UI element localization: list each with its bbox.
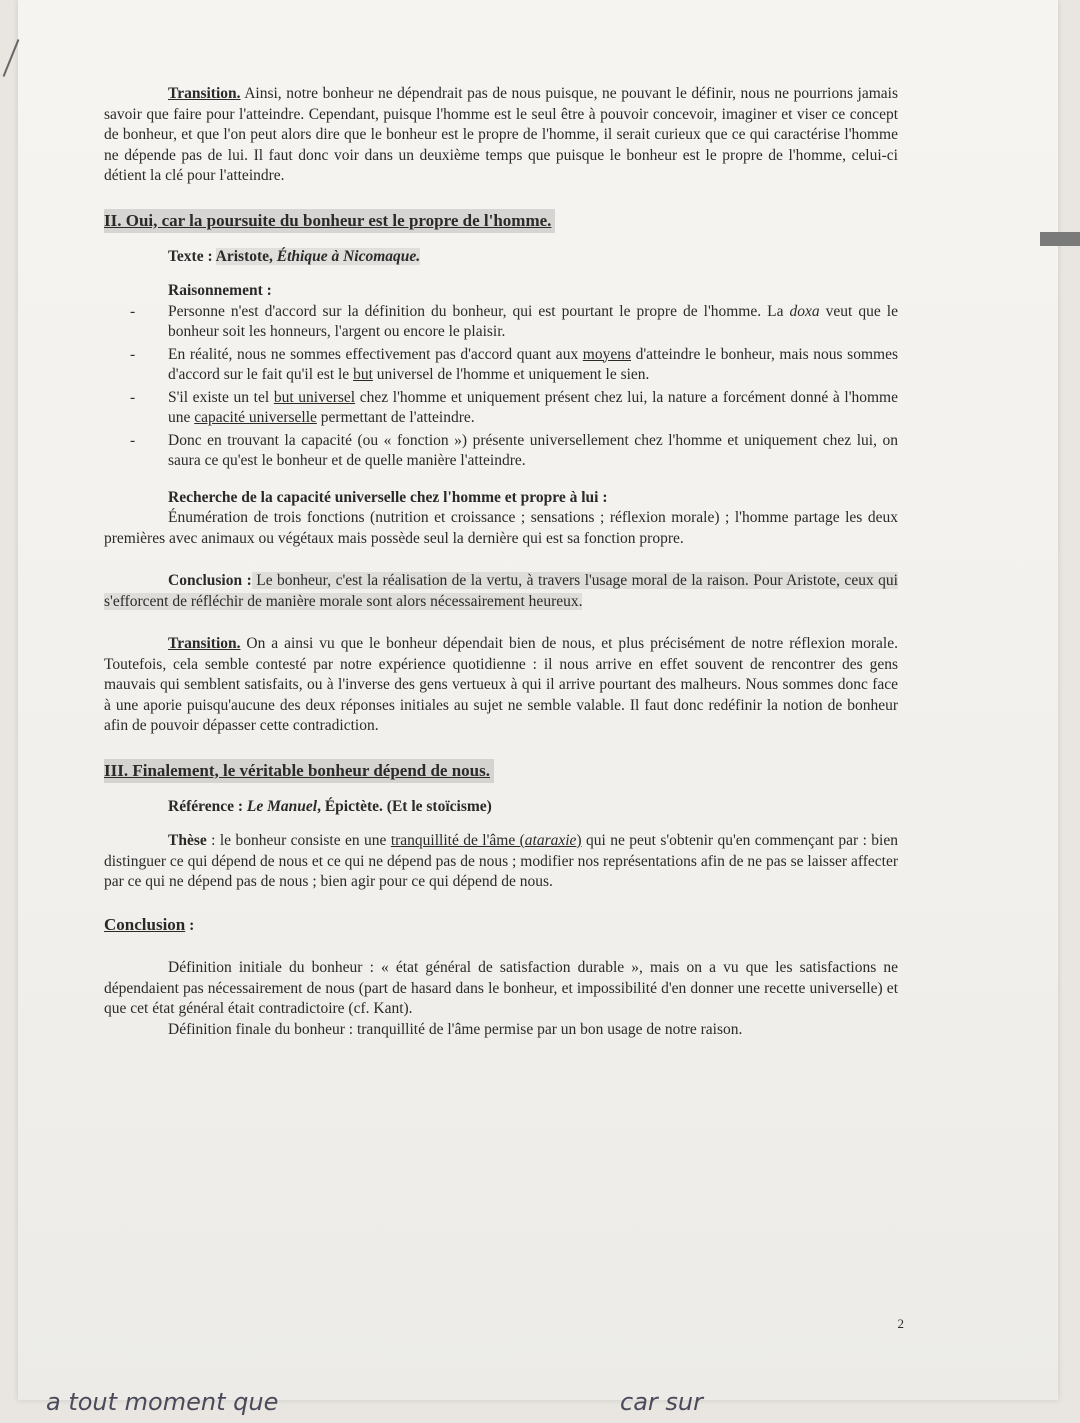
texte-author: Aristote, <box>215 247 277 265</box>
list-item: - Donc en trouvant la capacité (ou « fonction ») présente universellement chez l'homme et uniquement chez lui, on saura ce qu'est le bonheur et de quelle manière l'atteindre. <box>168 431 898 472</box>
texte-label: Texte : <box>168 247 216 265</box>
texte-work: Éthique à Nicomaque. <box>276 247 421 265</box>
these-paragraph: Thèse : le bonheur consiste en une tranquillité de l'âme (ataraxie) qui ne peut s'obtenir qu'en commençant par : bien distinguer ce qui dépend de nous et ce qui ne dépend pas de nous ; modifier nos représentations afin de ne pas se laisser affecter par ce qui ne dépend pas de nous ; bien agir pour ce qui dépend de nous. <box>104 832 898 890</box>
section-2-conclusion <box>104 571 898 612</box>
list-item: - S'il existe un tel but universel chez l'homme et uniquement présent chez lui, la nature a forcément donné à l'homme une capacité universelle permettant de l'atteindre. <box>168 388 898 429</box>
transition-2-label: Transition. <box>168 635 241 652</box>
recherche-text: Énumération de trois fonctions (nutrition et croissance ; sensations ; réflexion morale) ; l'homme partage les deux premières avec animaux ou végétaux mais possède seul la dernière qui est sa fonction propre. <box>104 509 898 547</box>
recherche-label: Recherche de la capacité universelle chez l'homme et propre à lui : <box>168 488 608 506</box>
section-3-title: III. Finalement, le véritable bonheur dépend de nous. <box>104 759 494 783</box>
pen-mark <box>3 39 20 77</box>
conclusion-paragraph-1: Définition initiale du bonheur : « état général de satisfaction durable », mais on a vu que les satisfactions ne dépendaient pas nécessairement de nous (part de hasard dans le bonheur, et impossibilité d'en donner une recette universelle) et que cet état général était contradictoire (cf. Kant). <box>104 959 898 1017</box>
list-item: - En réalité, nous ne sommes effectivement pas d'accord quant aux moyens d'atteindre le bonheur, mais nous sommes d'accord sur le fait qu'il est le but universel de l'homme et uniquement le sien. <box>168 345 898 386</box>
conclusion-paragraph-2: Définition finale du bonheur : tranquillité de l'âme permise par un bon usage de notre raison. <box>168 1020 743 1038</box>
reference-line <box>168 797 898 818</box>
page-edge-mark <box>1040 232 1080 246</box>
raisonnement-label: Raisonnement : <box>168 282 272 299</box>
handwriting-left: a tout moment que <box>46 1388 279 1416</box>
transition-1 <box>104 84 898 187</box>
transition-2-text: On a ainsi vu que le bonheur dépendait bien de nous, et plus précisément de notre réflexion morale. Toutefois, cela semble contesté par notre expérience quotidienne : il nous arrive en effet souvent de rencontrer des gens mauvais qui semblent satisfaits, ou à l'inverse des gens vertueux à qui il arrive pourtant des malheurs. Nous sommes donc face à une aporie puisqu'aucune des deux réponses initiales au sujet ne semble valable. Il faut donc redéfinir la notion de bonheur afin de pouvoir dépasser cette contradiction. <box>104 635 898 734</box>
transition-2 <box>104 634 898 737</box>
page-number: 2 <box>897 1316 904 1331</box>
document-body <box>104 84 898 1040</box>
conclusion-heading: Conclusion : <box>104 914 195 934</box>
transition-1-text: Ainsi, notre bonheur ne dépendrait pas de nous puisque, ne pouvant le définir, nous ne pourrions jamais savoir que faire pour l'atteindre. Cependant, puisque l'homme est le seul être à pouvoir concevoir, imaginer et viser ce concept de bonheur, et que l'on peut alors dire que le bonheur est le propre de l'homme, il serait curieux que ce qui caractérise l'homme ne dépende pas de lui. Il faut donc voir dans un deuxième temps que puisque le bonheur est le propre de l'homme, celui-ci détient la clé pour l'atteindre. <box>104 85 898 184</box>
conclusion-label: Conclusion : <box>168 572 252 589</box>
conclusion-text: Le bonheur, c'est la réalisation de la vertu, à travers l'usage moral de la raison. Pour Aristote, ceux qui s'efforcent de réfléchir de manière morale sont alors nécessairement heureux. <box>104 572 898 610</box>
section-2-title: II. Oui, car la poursuite du bonheur est le propre de l'homme. <box>104 209 555 233</box>
texte-reference <box>168 247 898 268</box>
list-item: - Personne n'est d'accord sur la définition du bonheur, qui est pourtant le propre de l'homme. La doxa veut que le bonheur soit les honneurs, l'argent ou encore le plaisir. <box>168 302 898 343</box>
conclusion-title: Conclusion <box>104 914 186 934</box>
handwritten-note <box>0 1390 1080 1423</box>
handwriting-right: car sur <box>620 1388 703 1416</box>
reference-rest: , Épictète. (Et le stoïcisme) <box>317 797 492 815</box>
reference-work: Le Manuel <box>246 797 318 815</box>
raisonnement-list <box>104 302 898 472</box>
transition-1-label: Transition. <box>168 85 241 102</box>
reference-label: Référence : <box>168 797 247 815</box>
these-label: Thèse <box>168 832 207 849</box>
